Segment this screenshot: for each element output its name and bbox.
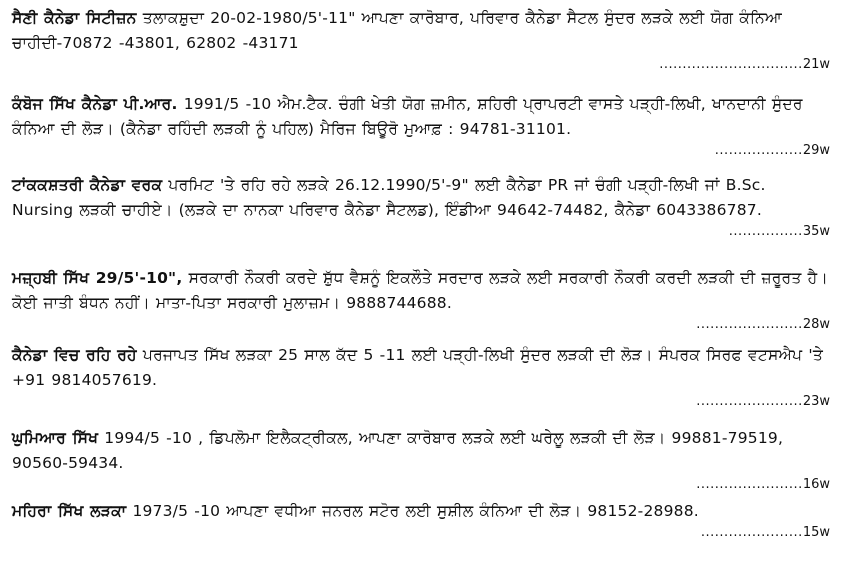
ad-body: 1973/5 -10 ਆਪਣਾ ਵਧੀਆ ਜਨਰਲ ਸਟੋਰ ਲਈ ਸੁਸ਼ੀਲ ਕੰਨਿਆ ਦੀ ਲੋੜ। 98152-28988. <box>132 502 699 520</box>
dot-leader: ....................... <box>696 394 803 409</box>
ad-heading: ਟਾਂਕਕਸ਼ਤਰੀ ਕੈਨੇਡਾ ਵਰਕ <box>12 176 163 194</box>
dot-leader: ............................... <box>659 57 803 72</box>
ad-code: 21w <box>802 57 830 72</box>
ad-mazhabi-sikh <box>12 266 830 334</box>
ad-code-line <box>12 223 830 241</box>
ad-body: 1994/5 -10 , ਡਿਪਲੋਮਾ ਇਲੈਕਟ੍ਰੀਕਲ, ਆਪਣਾ ਕਾਰੋਬਾਰ ਲੜਕੇ ਲਈ ਘਰੇਲੂ ਲੜਕੀ ਦੀ ਲੋੜ। 99881-79519, 90560-59434. <box>12 429 784 472</box>
ad-heading: ਕੰਬੋਜ ਸਿੱਖ ਕੈਨੇਡਾ ਪੀ.ਆਰ. <box>12 95 178 113</box>
ad-heading: ਘੁਮਿਆਰ ਸਿੱਖ <box>12 429 99 447</box>
ad-body: ਪਰਮਿਟ 'ਤੇ ਰਹਿ ਰਹੇ ਲੜਕੇ 26.12.1990/5'-9" ਲਈ ਕੈਨੇਡਾ PR ਜਾਂ ਚੰਗੀ ਪੜ੍ਹੀ-ਲਿਖੀ ਜਾਂ B.Sc. Nursing ਲੜਕੀ ਚਾਹੀਏ। (ਲੜਕੇ ਦਾ ਨਾਨਕਾ ਪਰਿਵਾਰ ਕੈਨੇਡਾ ਸੈਟਲਡ), ਇੰਡੀਆ 94642-74482, ਕੈਨੇਡਾ 6043386787. <box>12 176 766 219</box>
ad-code: 16w <box>802 477 830 492</box>
ad-body: ਤਲਾਕਸ਼ੁਦਾ 20-02-1980/5'-11" ਆਪਣਾ ਕਾਰੋਬਾਰ, ਪਰਿਵਾਰ ਕੈਨੇਡਾ ਸੈਟਲ ਸੁੰਦਰ ਲੜਕੇ ਲਈ ਯੋਗ ਕੰਨਿਆ ਚਾਹੀਦੀ-70872 -43801, 62802 -43171 <box>12 9 782 52</box>
dot-leader: ................... <box>714 143 803 158</box>
ad-kamboj-sikh <box>12 92 830 160</box>
ad-body: 1991/5 -10 ਐਮ.ਟੈਕ. ਚੰਗੀ ਖੇਤੀ ਯੋਗ ਜ਼ਮੀਨ, ਸ਼ਹਿਰੀ ਪ੍ਰਾਪਰਟੀ ਵਾਸਤੇ ਪੜ੍ਹੀ-ਲਿਖੀ, ਖਾਨਦਾਨੀ ਸੁੰਦਰ ਕੰਨਿਆ ਦੀ ਲੋੜ। (ਕੈਨੇਡਾ ਰਹਿੰਦੀ ਲੜਕੀ ਨੂੰ ਪਹਿਲ) ਮੈਰਿਜ ਬਿਊਰੋ ਮੁਆਫ਼ : 94781-31101. <box>12 95 803 138</box>
ad-code: 23w <box>802 394 830 409</box>
dot-leader: ................ <box>728 224 803 239</box>
ad-body: ਪਰਜਾਪਤ ਸਿੱਖ ਲੜਕਾ 25 ਸਾਲ ਕੱਦ 5 -11 ਲਈ ਪੜ੍ਹੀ-ਲਿਖੀ ਸੁੰਦਰ ਲੜਕੀ ਦੀ ਲੋੜ। ਸੰਪਰਕ ਸਿਰਫ ਵਟਸਐਪ 'ਤੇ +91 9814057619. <box>12 346 823 389</box>
ad-heading: ਮਹਿਰਾ ਸਿੱਖ ਲੜਕਾ <box>12 502 127 520</box>
ad-mehra-sikh <box>12 499 830 542</box>
dot-leader: ....................... <box>696 477 803 492</box>
ad-canada-prajapat <box>12 343 830 411</box>
ad-code: 15w <box>802 525 830 540</box>
ad-code-line <box>12 476 830 494</box>
ad-code: 29w <box>802 143 830 158</box>
ad-heading: ਸੈਣੀ ਕੈਨੇਡਾ ਸਿਟੀਜ਼ਨ <box>12 9 137 27</box>
ad-code: 28w <box>802 317 830 332</box>
ad-saini-canada-citizen <box>12 6 830 74</box>
ad-code: 35w <box>802 224 830 239</box>
dot-leader: ...................... <box>700 525 803 540</box>
ad-heading: ਕੈਨੇਡਾ ਵਿਚ ਰਹਿ ਰਹੇ <box>12 346 137 364</box>
dot-leader: ....................... <box>696 317 803 332</box>
ad-code-line <box>12 56 830 74</box>
ad-body: ਸਰਕਾਰੀ ਨੌਕਰੀ ਕਰਦੇ ਸ਼ੁੱਧ ਵੈਸ਼ਨੂੰ ਇਕਲੌਤੇ ਸਰਦਾਰ ਲੜਕੇ ਲਈ ਸਰਕਾਰੀ ਨੌਕਰੀ ਕਰਦੀ ਲੜਕੀ ਦੀ ਜ਼ਰੂਰਤ ਹੈ। ਕੋਈ ਜਾਤੀ ਬੰਧਨ ਨਹੀਂ। ਮਾਤਾ-ਪਿਤਾ ਸਰਕਾਰੀ ਮੁਲਾਜ਼ਮ। 9888744688. <box>12 269 828 312</box>
ad-code-line <box>12 393 830 411</box>
ad-code-line <box>12 142 830 160</box>
ad-code-line <box>12 316 830 334</box>
ad-code-line <box>12 524 830 542</box>
ad-ghumiar-sikh <box>12 426 830 494</box>
ad-heading: ਮਜ਼੍ਹਬੀ ਸਿੱਖ 29/5'-10", <box>12 269 183 287</box>
ad-tank-kshatriya <box>12 173 830 241</box>
